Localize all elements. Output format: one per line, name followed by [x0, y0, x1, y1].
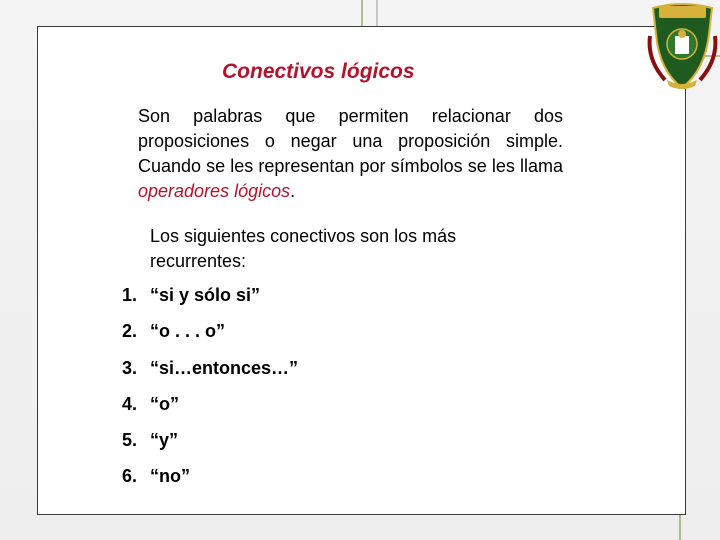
definition-end: . [290, 181, 296, 201]
list-text: “no” [150, 466, 190, 487]
list-number: 3. [122, 357, 138, 378]
list-text: “si y sólo si” [150, 285, 261, 305]
list-text: “o” [150, 393, 179, 414]
slide-title: Conectivos lógicos [222, 60, 415, 83]
list-item [122, 464, 522, 500]
list-text: “o . . . o” [150, 321, 225, 342]
list-item [122, 283, 522, 319]
intro-text: Los siguientes conectivos son los más recurrentes: [150, 226, 457, 271]
list-item [122, 319, 522, 355]
connectives-list [122, 283, 522, 501]
list-number: 1. [122, 285, 138, 305]
school-emblem-icon [645, 0, 720, 92]
list-text: “si…entonces…” [150, 357, 299, 378]
definition-emphasis: operadores lógicos [138, 181, 291, 201]
list-item [122, 356, 522, 392]
list-number: 5. [122, 430, 138, 451]
list-item [122, 428, 522, 464]
list-number: 2. [122, 321, 138, 342]
list-number: 6. [122, 466, 138, 487]
definition-text: Son palabras que permiten relacionar dos proposiciones o negar una proposición simple. Cuando se les representan por símbolos se les llama [138, 106, 563, 176]
definition-paragraph [138, 104, 563, 204]
list-number: 4. [122, 393, 138, 414]
list-text: “y” [150, 430, 179, 451]
list-item [122, 392, 522, 428]
